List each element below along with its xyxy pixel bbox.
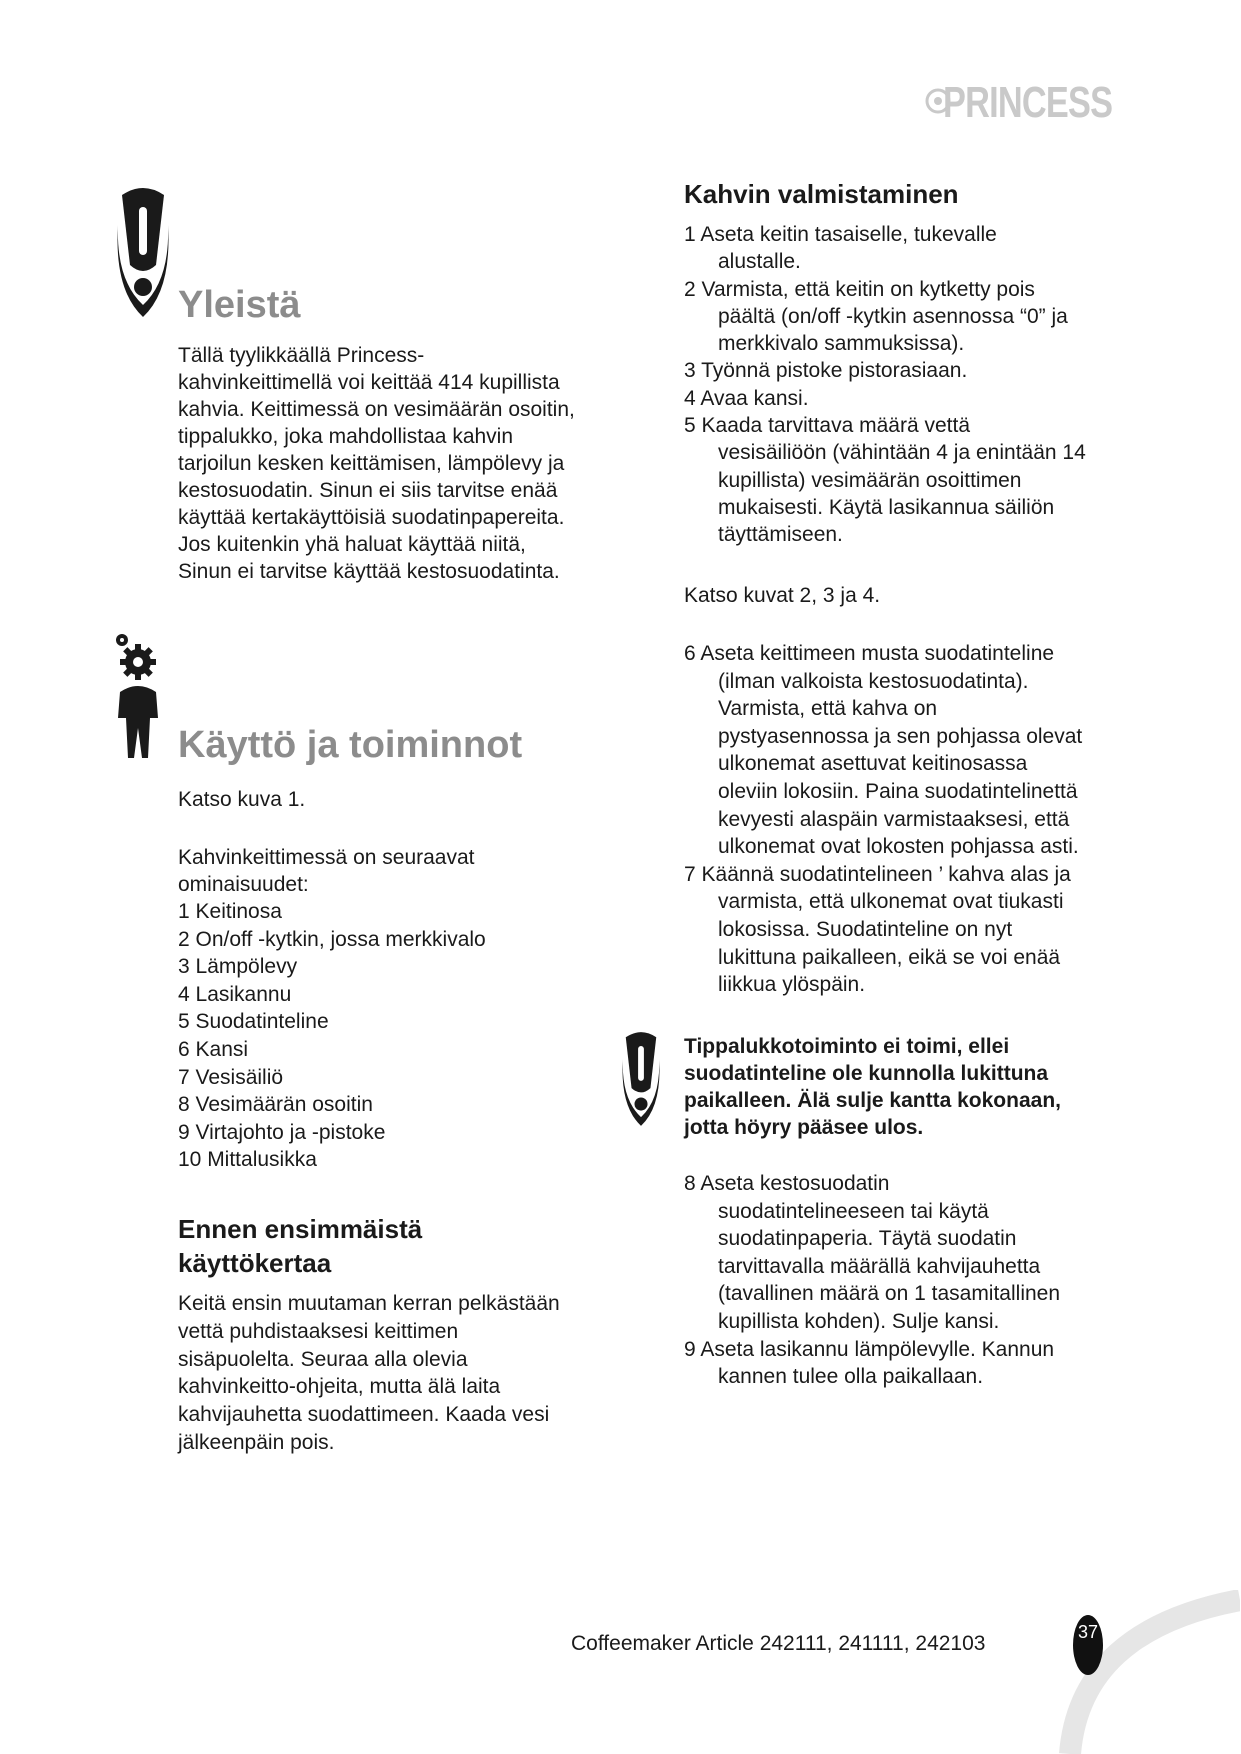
paragraph-line: tippalukko, joka mahdollistaa kahvin — [178, 425, 514, 448]
step-line: oleviin lokosiin. Paina suodatintelinettä — [718, 779, 1078, 803]
list-item: 5 Suodatinteline — [178, 1010, 329, 1034]
person-gear-icon — [112, 632, 174, 760]
steps-list-c — [684, 1170, 1134, 1391]
kaytto-intro — [178, 844, 618, 898]
exclamation-icon — [618, 1030, 664, 1128]
step-item — [684, 412, 1124, 548]
step-line: kupillista kohden). Sulje kansi. — [718, 1309, 1000, 1333]
section-title-yleista: Yleistä — [178, 284, 301, 326]
list-item: 10 Mittalusikka — [178, 1148, 317, 1172]
list-item: 7 Vesisäiliö — [178, 1065, 284, 1089]
step-line: kevyesti alaspäin varmistaaksesi, että — [718, 807, 1070, 831]
step-line: Varmista, että kahva on — [718, 697, 938, 721]
step-line: 9 Aseta lasikannu lämpölevylle. Kannun — [684, 1337, 1055, 1361]
step-line: ulkonemat ovat lokosten pohjassa asti. — [718, 835, 1079, 859]
step-line: mukaisesti. Käytä lasikannua säiliön — [718, 495, 1055, 519]
step-item — [684, 861, 1134, 999]
step-line: kupillista) vesimäärän osoittimen — [718, 468, 1022, 492]
list-item: 8 Vesimäärän osoitin — [178, 1093, 373, 1117]
features-list — [178, 898, 618, 1174]
title-line: Ennen ensimmäistä — [178, 1214, 423, 1244]
paragraph-line: Tällä tyylikkäällä Princess- — [178, 344, 425, 367]
step-item — [684, 1336, 1134, 1391]
footer-article: Coffeemaker Article 242111, 241111, 242103 — [571, 1632, 986, 1655]
step-line: 1 Aseta keitin tasaiselle, tukevalle — [684, 223, 997, 246]
list-item: 1 Keitinosa — [178, 900, 282, 923]
step-line: ulkonemat asettuvat keitinosassa — [718, 752, 1028, 776]
paragraph-line: sisäpuolelta. Seuraa alla olevia — [178, 1347, 468, 1371]
step-line: alustalle. — [718, 250, 801, 274]
warning-note — [684, 1033, 1134, 1141]
paragraph-line: käyttää kertakäyttöisiä suodatinpapereita. — [178, 506, 565, 529]
princess-logo — [925, 76, 1125, 126]
paragraph-line: vettä puhdistaaksesi keittimen — [178, 1319, 459, 1343]
paragraph-line: kahvinkeittimellä voi keittää 414 kupillista — [178, 371, 560, 394]
intro-line: Kahvinkeittimessä on seuraavat — [178, 846, 475, 869]
list-item: 6 Kansi — [178, 1037, 249, 1061]
warning-line: Tippalukkotoiminto ei toimi, ellei — [684, 1035, 1010, 1058]
step-item — [684, 221, 1124, 276]
step-line: lukittuna paikalleen, eikä se voi enää — [718, 945, 1061, 969]
steps-list-b — [684, 640, 1134, 999]
paragraph-line: kahvinkeitto-ohjeita, mutta älä laita — [178, 1375, 501, 1399]
step-line: (tavallinen määrä on 1 tasamitallinen — [718, 1282, 1061, 1306]
kaytto-figure-ref: Katso kuva 1. — [178, 788, 306, 811]
paragraph-line: kahvia. Keittimessä on vesimäärän osoitin, — [178, 398, 575, 421]
step-line: 4 Avaa kansi. — [684, 386, 809, 410]
paragraph-line: kestosuodatin. Sinun ei siis tarvitse enää — [178, 479, 558, 502]
step-line: (ilman valkoista kestosuodatinta). — [718, 669, 1029, 693]
title-line: käyttökertaa — [178, 1248, 332, 1278]
paragraph-line: Sinun ei tarvitse käyttää kestosuodatinta. — [178, 560, 560, 583]
step-line: täyttämiseen. — [718, 523, 843, 547]
kahvin-figure-ref: Katso kuvat 2, 3 ja 4. — [684, 584, 881, 607]
step-line: 7 Käännä suodatintelineen ’ kahva alas ja — [684, 862, 1071, 886]
step-line: 2 Varmista, että keitin on kytketty pois — [684, 277, 1035, 301]
step-line: liikkua ylöspäin. — [718, 973, 866, 997]
step-line: 5 Kaada tarvittava määrä vettä — [684, 414, 970, 438]
step-line: pystyasennossa ja sen pohjassa olevat — [718, 724, 1083, 748]
step-line: 8 Aseta kestosuodatin — [684, 1172, 890, 1195]
step-item — [684, 276, 1124, 358]
step-item — [684, 385, 1124, 412]
paragraph-line: kahvijauhetta suodattimeen. Kaada vesi — [178, 1403, 550, 1427]
step-line: varmista, että ulkonemat ovat tiukasti — [718, 890, 1064, 914]
decorative-arc — [1040, 1590, 1240, 1754]
list-item: 9 Virtajohto ja -pistoke — [178, 1120, 386, 1144]
step-line: suodatinpaperia. Täytä suodatin — [718, 1227, 1017, 1251]
step-line: vesisäiliöön (vähintään 4 ja enintään 14 — [718, 441, 1086, 465]
section-title-kaytto: Käyttö ja toiminnot — [178, 724, 523, 766]
step-item — [684, 1170, 1134, 1336]
warning-line: suodatinteline ole kunnolla lukittuna — [684, 1062, 1049, 1085]
page-number: 37 — [1073, 1615, 1103, 1675]
ennen-paragraph — [178, 1290, 618, 1457]
exclamation-icon — [112, 185, 174, 320]
warning-line: paikalleen. Älä sulje kantta kokonaan, — [684, 1089, 1061, 1112]
step-line: 3 Työnnä pistoke pistorasiaan. — [684, 359, 968, 383]
step-line: kannen tulee olla paikallaan. — [718, 1365, 984, 1389]
section-title-kahvin: Kahvin valmistaminen — [684, 179, 959, 209]
section-title-ennen — [178, 1212, 618, 1280]
step-line: tarvittavalla määrällä kahvijauhetta — [718, 1254, 1041, 1278]
warning-line: jotta höyry pääsee ulos. — [684, 1116, 924, 1139]
step-line: merkkivalo sammuksissa). — [718, 332, 965, 356]
paragraph-line: Keitä ensin muutaman kerran pelkästään — [178, 1292, 560, 1315]
step-item — [684, 640, 1134, 861]
intro-line: ominaisuudet: — [178, 873, 309, 896]
list-item: 4 Lasikannu — [178, 982, 292, 1006]
step-line: päältä (on/off -kytkin asennossa “0” ja — [718, 304, 1068, 328]
step-line: suodatintelineeseen tai käytä — [718, 1199, 989, 1223]
list-item: 3 Lämpölevy — [178, 955, 298, 979]
step-line: 6 Aseta keittimeen musta suodatinteline — [684, 642, 1055, 665]
yleista-paragraph — [178, 342, 618, 585]
paragraph-line: tarjoilun kesken keittämisen, lämpölevy ja — [178, 452, 565, 475]
step-line: lokosissa. Suodatinteline on nyt — [718, 917, 1013, 941]
step-item — [684, 357, 1124, 384]
paragraph-line: jälkeenpäin pois. — [178, 1430, 335, 1454]
list-item: 2 On/off -kytkin, jossa merkkivalo — [178, 927, 486, 951]
logo-text: PRINCESS — [943, 78, 1113, 127]
steps-list-a — [684, 221, 1124, 549]
paragraph-line: Jos kuitenkin yhä haluat käyttää niitä, — [178, 533, 526, 556]
